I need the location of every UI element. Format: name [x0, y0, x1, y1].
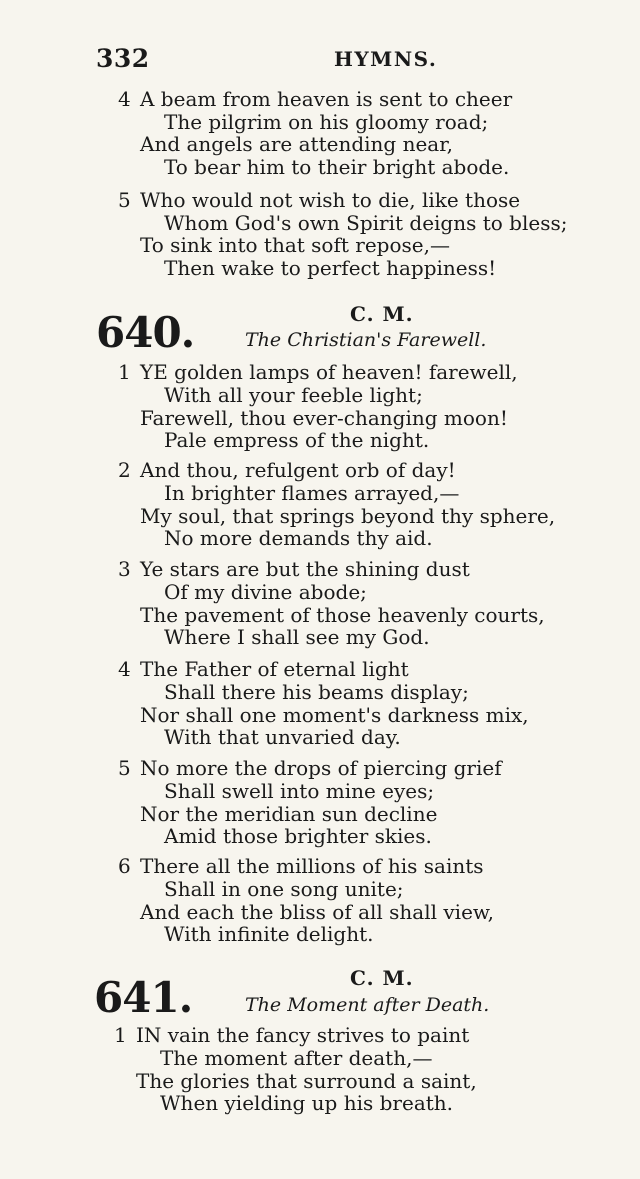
stanza-number: 1 [114, 1023, 127, 1047]
stanza-line: With that unvaried day. [164, 725, 401, 749]
stanza-line: Nor shall one moment's darkness mix, [140, 703, 529, 727]
stanza-line: Shall there his beams display; [164, 680, 469, 704]
stanza-line: With all your feeble light; [164, 383, 423, 407]
stanza-line: 4 The Father of eternal light [118, 657, 409, 681]
stanza-line: 4 A beam from heaven is sent to cheer [118, 87, 513, 111]
stanza-line: 2 And thou, refulgent orb of day! [118, 458, 456, 482]
stanza-line: 5 Who would not wish to die, like those [118, 188, 521, 212]
stanza-line: Then wake to perfect happiness! [164, 256, 497, 280]
hymn-number: 641. [94, 973, 193, 1022]
stanza-number: 2 [118, 458, 131, 482]
stanza-line: Nor the meridian sun decline [140, 802, 438, 826]
stanza-line: Pale empress of the night. [164, 428, 430, 452]
stanza-line: Shall swell into mine eyes; [164, 779, 435, 803]
hymn-number: 640. [96, 308, 195, 357]
stanza-line: Whom God's own Spirit deigns to bless; [164, 211, 568, 235]
stanza-line: The pavement of those heavenly courts, [140, 603, 545, 627]
stanza-line: 5 No more the drops of piercing grief [118, 756, 502, 780]
stanza-line: And each the bliss of all shall view, [140, 900, 495, 924]
stanza-line: 3 Ye stars are but the shining dust [118, 557, 470, 581]
hymn-meter: C. M. [350, 966, 414, 990]
stanza-line: Where I shall see my God. [164, 625, 430, 649]
stanza-line: No more demands thy aid. [164, 526, 433, 550]
stanza-line: And angels are attending near, [140, 132, 453, 156]
stanza-line: 6 There all the millions of his saints [118, 854, 484, 878]
stanza-line: Shall in one song unite; [164, 877, 404, 901]
stanza-number: 4 [118, 657, 131, 681]
stanza-number: 4 [118, 87, 131, 111]
page-number: 332 [96, 44, 150, 73]
hymn-title: The Moment after Death. [245, 994, 490, 1016]
stanza-line: Of my divine abode; [164, 580, 367, 604]
stanza-number: 6 [118, 854, 131, 878]
stanza-number: 5 [118, 756, 131, 780]
hymn-meter: C. M. [350, 302, 414, 326]
stanza-line: In brighter flames arrayed,— [164, 481, 460, 505]
stanza-line: To sink into that soft repose,— [140, 233, 450, 257]
stanza-line: The moment after death,— [160, 1046, 433, 1070]
stanza-line: 1 YE golden lamps of heaven! farewell, [118, 360, 518, 384]
stanza-line: The glories that surround a saint, [136, 1069, 477, 1093]
page-header [96, 44, 516, 74]
running-title: HYMNS. [334, 47, 438, 71]
stanza-line: Amid those brighter skies. [164, 824, 432, 848]
stanza-line: My soul, that springs beyond thy sphere, [140, 504, 556, 528]
stanza-line: With infinite delight. [164, 922, 374, 946]
stanza-number: 3 [118, 557, 131, 581]
stanza-line: The pilgrim on his gloomy road; [164, 110, 489, 134]
stanza-number: 1 [118, 360, 131, 384]
stanza-line: Farewell, thou ever-changing moon! [140, 406, 508, 430]
stanza-line: 1 IN vain the fancy strives to paint [114, 1023, 470, 1047]
stanza-line: When yielding up his breath. [160, 1091, 454, 1115]
stanza-number: 5 [118, 188, 131, 212]
hymn-title: The Christian's Farewell. [245, 329, 487, 351]
stanza-line: To bear him to their bright abode. [164, 155, 510, 179]
